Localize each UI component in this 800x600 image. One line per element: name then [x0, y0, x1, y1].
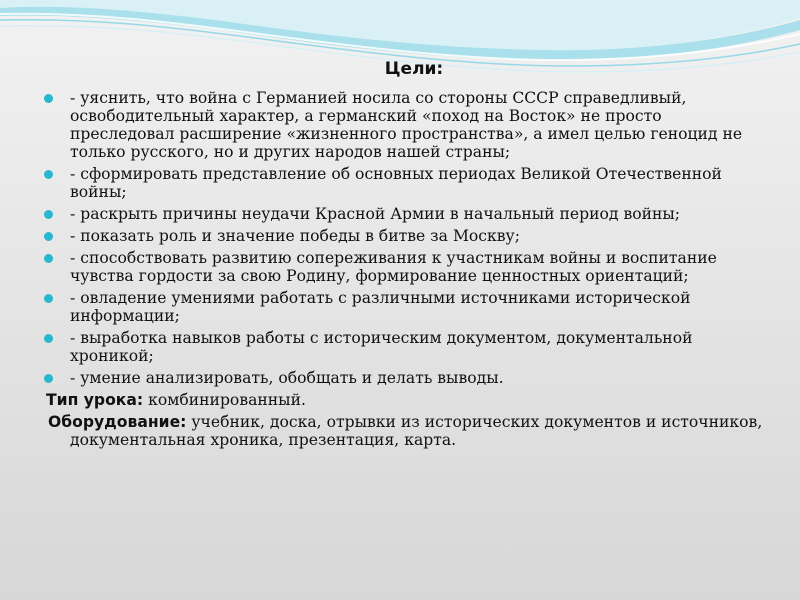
equipment [44, 413, 764, 449]
bullet-dot-icon [44, 232, 53, 241]
list-item [44, 289, 764, 325]
list-item [44, 329, 764, 365]
list-item [44, 165, 764, 201]
lesson-type-value: комбинированный. [143, 391, 306, 409]
slide-content [44, 58, 764, 449]
list-item [44, 249, 764, 285]
goal-text: - показать роль и значение победы в битве за Москву; [70, 227, 520, 245]
bullet-dot-icon [44, 334, 53, 343]
list-item [44, 227, 764, 245]
goals-list [44, 89, 764, 387]
list-item [44, 369, 764, 387]
goal-text: - сформировать представление об основных периодах Великой Отечественной войны; [70, 165, 722, 201]
list-item [44, 205, 764, 223]
equipment-label: Оборудование: [48, 413, 187, 431]
lesson-type [44, 391, 764, 409]
bullet-dot-icon [44, 294, 53, 303]
list-item [44, 89, 764, 161]
goal-text: - выработка навыков работы с историческим документом, документальной хроникой; [70, 329, 693, 365]
bullet-dot-icon [44, 374, 53, 383]
bullet-dot-icon [44, 210, 53, 219]
goal-text: - овладение умениями работать с различными источниками исторической информации; [70, 289, 691, 325]
bullet-dot-icon [44, 170, 53, 179]
lesson-type-label: Тип урока: [46, 391, 144, 409]
equipment-value: учебник, доска, отрывки из исторических документов и источников, документальная хроника, презентация, карта. [70, 413, 763, 449]
goal-text: - умение анализировать, обобщать и делать выводы. [70, 369, 504, 387]
slide-title: Цели: [384, 59, 444, 79]
goal-text: - уяснить, что война с Германией носила со стороны СССР справедливый, освободительный характер, а германский «поход на Восток» не просто преследовал расширение «жизненного пространства», а имел целью геноцид не только русского, но и других народов нашей страны; [70, 89, 743, 161]
goal-text: - раскрыть причины неудачи Красной Армии в начальный период войны; [70, 205, 681, 223]
bullet-dot-icon [44, 254, 53, 263]
goal-text: - способствовать развитию сопереживания к участникам войны и воспитание чувства гордости за свою Родину, формирование ценностных ориентаций; [70, 249, 717, 285]
bullet-dot-icon [44, 94, 53, 103]
